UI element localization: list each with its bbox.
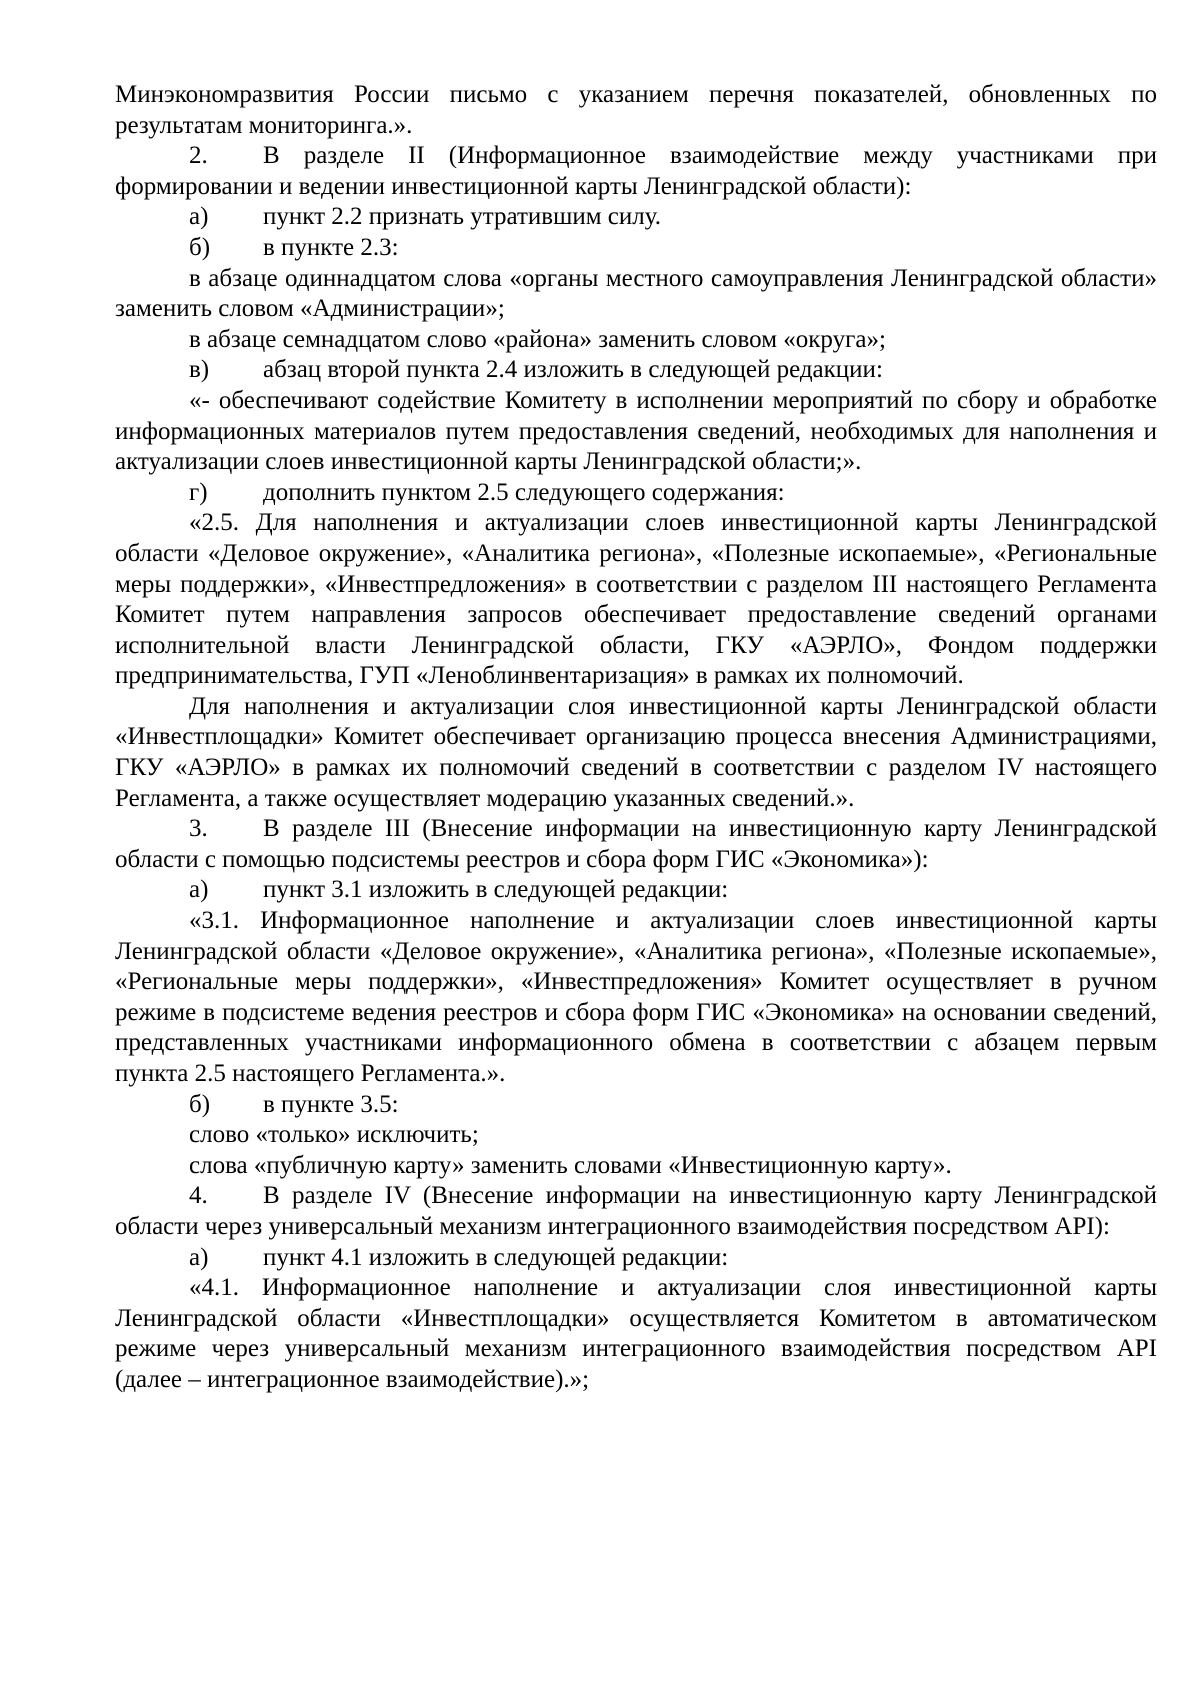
list-item <box>115 141 1157 202</box>
list-item-marker: 3. <box>189 815 208 843</box>
paragraph: Для наполнения и актуализации слоя инвестиционной карты Ленинградской области «Инвестплощадки» Комитет обеспечивает организацию процесса внесения Администрациями, ГКУ «АЭРЛО» в рамках их полномочий сведений в соответствии с разделом IV настоящего Регламента, а также осуществляет модерацию указанных сведений.». <box>115 692 1157 812</box>
list-item-text: В разделе IV (Внесение информации на инвестиционную карту Ленинградской области через универсальный механизм интеграционного взаимодействия посредством API): <box>115 1182 1157 1240</box>
list-item-text: пункт 4.1 изложить в следующей редакции: <box>263 1243 729 1271</box>
list-item-marker: 4. <box>189 1182 208 1210</box>
list-item <box>115 1090 1157 1121</box>
list-item <box>115 202 1157 233</box>
list-item <box>115 1181 1157 1242</box>
list-item <box>115 875 1157 906</box>
paragraph: слово «только» исключить; <box>189 1121 479 1149</box>
list-item-text: пункт 3.1 изложить в следующей редакции: <box>263 876 729 904</box>
list-item-text: в пункте 2.3: <box>263 233 399 261</box>
list-item-text: пункт 2.2 признать утратившим силу. <box>263 203 661 231</box>
paragraph: слова «публичную карту» заменить словами «Инвестиционную карту». <box>189 1151 952 1179</box>
document-page <box>115 80 1157 1396</box>
list-item-marker: 2. <box>189 142 208 170</box>
list-item-text: абзац второй пункта 2.4 изложить в следующей редакции: <box>263 356 883 384</box>
list-item-marker: в) <box>189 356 210 384</box>
list-item-text: дополнить пунктом 2.5 следующего содержания: <box>263 478 785 506</box>
list-item-marker: а) <box>189 203 209 231</box>
list-item-marker: г) <box>189 478 208 506</box>
list-item-marker: а) <box>189 876 209 904</box>
paragraph: Минэкономразвития России письмо с указанием перечня показателей, обновленных по результатам мониторинга.». <box>115 81 1157 139</box>
list-item-marker: а) <box>189 1243 209 1271</box>
list-item-marker: б) <box>189 1090 211 1118</box>
paragraph: «4.1. Информационное наполнение и актуализации слоя инвестиционной карты Ленинградской области «Инвестплощадки» осуществляется Комитетом в автоматическом режиме через универсальный механизм интеграционного взаимодействия посредством API (далее – интеграционное взаимодействие).»; <box>115 1274 1157 1393</box>
paragraph: в абзаце семнадцатом слово «района» заменить словом «округа»; <box>189 325 886 353</box>
paragraph: в абзаце одиннадцатом слова «органы местного самоуправления Ленинградской области» заменить словом «Администрации»; <box>115 264 1157 323</box>
list-item <box>115 233 1157 264</box>
list-item-text: в пункте 3.5: <box>263 1090 399 1118</box>
list-item <box>115 1243 1157 1274</box>
paragraph: «- обеспечивают содействие Комитету в исполнении мероприятий по сбору и обработке информационных материалов путем предоставления сведений, необходимых для наполнения и актуализации слоев инвестиционной карты Ленинградской области;». <box>115 386 1157 476</box>
list-item-text: В разделе II (Информационное взаимодействие между участниками при формировании и ведении инвестиционной карты Ленинградской области): <box>115 142 1157 200</box>
list-item-text: В разделе III (Внесение информации на инвестиционную карту Ленинградской области с помощью подсистемы реестров и сбора форм ГИС «Экономика»): <box>115 815 1157 873</box>
list-item <box>115 814 1157 875</box>
list-item <box>115 478 1157 509</box>
paragraph: «3.1. Информационное наполнение и актуализации слоев инвестиционной карты Ленинградской области «Деловое окружение», «Аналитика региона», «Полезные ископаемые», «Региональные меры поддержки», «Инвестпредложения» Комитет осуществляет в ручном режиме в подсистеме ведения реестров и сбора форм ГИС «Экономика» на основании сведений, представленных участниками информационного обмена в соответствии с абзацем первым пункта 2.5 настоящего Регламента.». <box>115 907 1157 1087</box>
list-item-marker: б) <box>189 233 211 261</box>
paragraph: «2.5. Для наполнения и актуализации слоев инвестиционной карты Ленинградской области «Деловое окружение», «Аналитика региона», «Полезные ископаемые», «Региональные меры поддержки», «Инвестпредложения» в соответствии с разделом III настоящего Регламента Комитет путем направления запросов обеспечивает предоставление сведений органами исполнительной власти Ленинградской области, ГКУ «АЭРЛО», Фондом поддержки предпринимательства, ГУП «Леноблинвентаризация» в рамках их полномочий. <box>115 509 1157 690</box>
list-item <box>115 355 1157 386</box>
